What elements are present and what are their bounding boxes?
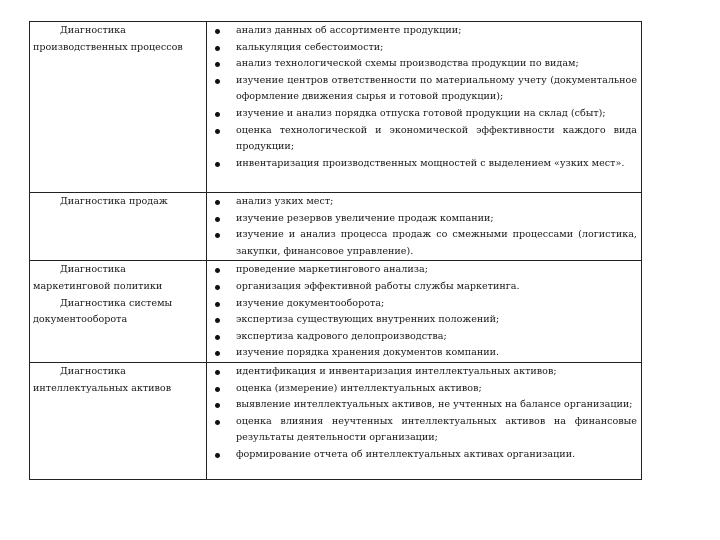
bullet-icon [215,420,220,425]
list-item: анализ технологической схемы производства продукции по видам; [207,56,637,73]
list-item: изучение документооборота; [207,296,637,313]
bullet-icon [215,302,220,307]
list-item: изучение центров ответственности по материальному учету (документальное оформление движения сырья и готовой продукции); [207,73,637,106]
bullet-icon [215,318,220,323]
row-title: Диагностика [60,25,126,36]
bullet-icon [215,46,220,51]
row-title: Диагностика [60,264,126,276]
row-title: Диагностика продаж [60,196,168,207]
bullet-icon [215,453,220,458]
bullet-icon [215,233,220,238]
bullet-icon [215,162,220,167]
table-row [30,22,642,193]
bullet-icon [215,335,220,340]
list-item: проведение маркетингового анализа; [207,262,637,279]
bullet-icon [215,403,220,408]
row-title: Диагностика [60,365,126,377]
list-item: изучение резервов увеличение продаж компании; [207,211,637,228]
bullet-icon [215,62,220,67]
row-title: Диагностика системы [60,297,173,309]
list-item: анализ данных об ассортименте продукции; [207,23,637,40]
bullet-icon [215,370,220,375]
list-item: анализ узких мест; [207,194,637,211]
bullet-icon [215,268,220,273]
bullet-icon [215,112,220,117]
list-item: изучение и анализ процесса продаж со смежными процессами (логистика, закупки, финансовое управление). [207,227,637,260]
list-item: формирование отчета об интеллектуальных активах организации. [207,447,637,464]
list-item: калькуляция себестоимости; [207,40,637,57]
items-cell [207,362,642,479]
items-cell [207,261,642,363]
table-row [30,261,642,363]
list-item: экспертиза существующих внутренних положений; [207,312,637,329]
list-item: оценка влияния неучтенных интеллектуальных активов на финансовые результаты деятельности организации; [207,414,637,447]
bullet-icon [215,351,220,356]
row-title: маркетинговой политики [33,280,163,292]
list-item: экспертиза кадрового делопроизводства; [207,329,637,346]
row-title-cell [30,22,207,193]
bullet-icon [215,129,220,134]
list-item: идентификация и инвентаризация интеллектуальных активов; [207,364,637,381]
table-row [30,362,642,479]
list-item: оценка (измерение) интеллектуальных активов; [207,381,637,398]
list-item: изучение порядка хранения документов компании. [207,345,637,362]
list-item: инвентаризация производственных мощностей с выделением «узких мест». [207,156,637,173]
list-item: выявление интеллектуальных активов, не учтенных на балансе организации; [207,397,637,414]
list-item: организация эффективной работы службы маркетинга. [207,279,637,296]
items-cell [207,193,642,261]
row-title-cell [30,362,207,479]
list-item: оценка технологической и экономической эффективности каждого вида продукции; [207,123,637,156]
row-title: интеллектуальных активов [33,382,172,394]
bullet-icon [215,200,220,205]
bullet-icon [215,79,220,84]
row-title-cell [30,261,207,363]
bullet-icon [215,217,220,222]
items-cell [207,22,642,193]
list-item: изучение и анализ порядка отпуска готовой продукции на склад (сбыт); [207,106,637,123]
bullet-icon [215,285,220,290]
row-title: производственных процессов [33,41,183,53]
row-title: документооборота [33,314,128,326]
bullet-icon [215,29,220,34]
table-row [30,193,642,261]
diagnostics-table [29,21,642,480]
bullet-icon [215,387,220,392]
row-title-cell [30,193,207,261]
